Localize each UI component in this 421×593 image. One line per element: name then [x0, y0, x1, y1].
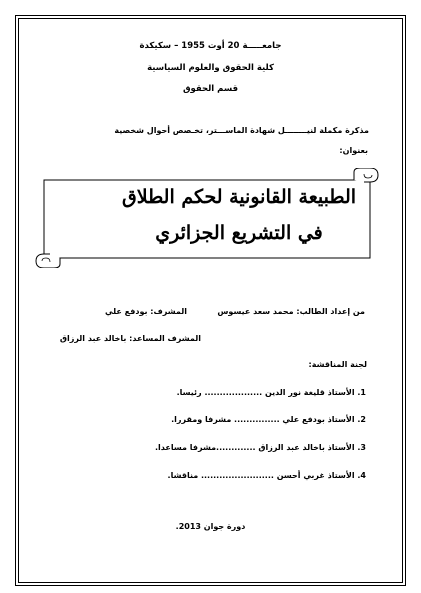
faculty-name: كلية الحقوق والعلوم السياسية: [147, 63, 274, 73]
department-name: قسم الحقوق: [182, 84, 239, 94]
committee-member: 2. الأستاذ بودفع علي ............... مشرفا ومقررا.: [171, 415, 366, 424]
title-label: بعنوان:: [339, 146, 368, 155]
supervisor-line: المشرف: بودفع علي: [105, 307, 187, 316]
student-line: من إعداد الطالب: محمد سعد عيسوس: [217, 307, 365, 316]
title-scroll-banner: [34, 168, 380, 268]
assistant-supervisor-line: المشرف المساعد: باخالد عبد الرزاق: [59, 334, 201, 343]
committee-label: لجنة المناقشة:: [308, 360, 367, 369]
committee-member: 4. الأستاذ غربي أحسن ........................ مناقشا.: [167, 471, 366, 480]
scroll-frame-icon: [34, 168, 380, 268]
memo-line: مذكرة مكملة لنيــــــــل شهادة الماســـتر، تخـصص أحوال شخصية: [114, 126, 369, 135]
page-border: [18, 18, 403, 583]
title-line-2: في التشريع الجزائري: [155, 222, 323, 244]
session-line: دورة جوان 2013.: [175, 522, 246, 531]
committee-member: 1. الأستاذ قليغة نور الدين ................... رئيسا.: [176, 388, 366, 397]
title-line-1: الطبيعة القانونية لحكم الطلاق: [121, 186, 357, 208]
committee-member: 3. الأستاذ باخالد عبد الرزاق .............مشرفا مساعدا.: [154, 443, 366, 452]
university-name: جامعـــــة 20 أوت 1955 – سكيكدة: [139, 41, 282, 51]
